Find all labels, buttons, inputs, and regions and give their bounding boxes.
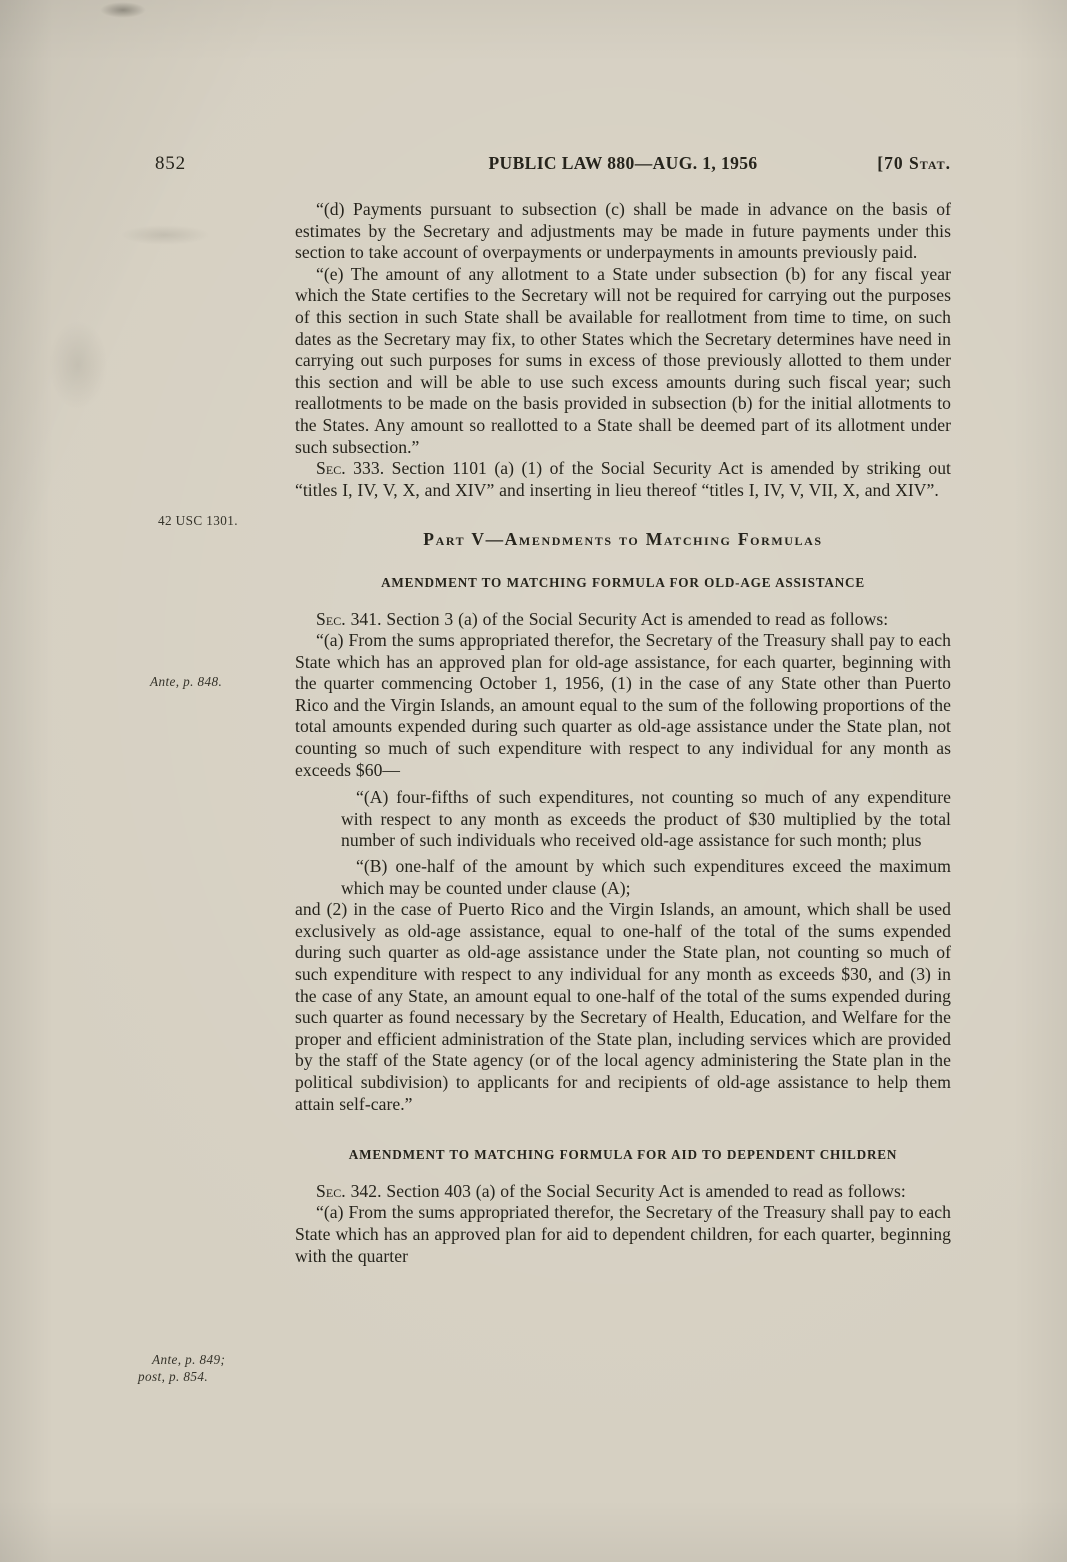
running-head-title: PUBLIC LAW 880—AUG. 1, 1956 [488,153,758,173]
clause-A: “(A) four-fifths of such expenditures, not counting so much of any expenditure with respect to any month as exceeds the product of $30 multiplied by the total number of such individuals who received old-age assistance for such month; plus [341,787,951,851]
scan-artifact [48,320,108,410]
section-333-text: Section 1101 (a) (1) of the Social Security Act is amended by striking out “titles I, IV, V, X, and XIV” and inserting in lieu thereof “titles I, IV, V, VII, X, and XIV”. [295,458,951,500]
scan-artifact [100,2,146,18]
statute-volume-ref: [70 Stat. [877,153,951,173]
section-341-label: Sec. 341. [316,608,382,629]
part-v-heading: Part V—Amendments to Matching Formulas [423,529,823,550]
statute-text-column [295,199,951,1267]
section-341-text: Section 3 (a) of the Social Security Act is amended to read as follows: [386,608,889,629]
section-333-label: Sec. 333. [316,458,385,479]
paragraph-a-old-age: “(a) From the sums appropriated therefor, the Secretary of the Treasury shall pay to each State which has an approved plan for old-age assistance, for each quarter, beginning with the quarter commencing October 1, 1956, (1) in the case of any State other than Puerto Rico and the Virgin Islands, an amount equal to the sum of the following proportions of the total amounts expended during such quarter as old-age assistance under the State plan, not counting so much of such expenditure with respect to any individual for any month as exceeds $60— [295,630,951,780]
subheading-old-age-assistance: AMENDMENT TO MATCHING FORMULA FOR OLD-AGE ASSISTANCE [381,574,865,590]
section-342-label: Sec. 342. [316,1180,382,1201]
margin-note-usc-citation: 42 USC 1301. [158,513,238,528]
paragraph-and-2-3: and (2) in the case of Puerto Rico and the Virgin Islands, an amount, which shall be used exclusively as old-age assistance, equal to one-half of the total of the sums expended during such quarter as old-age assistance under the State plan, not counting so much of such expenditure with respect to any individual for any month as exceeds $30, and (3) in the case of any State, an amount equal to one-half of the total of the sums expended during such quarter as found necessary by the Secretary of Health, Education, and Welfare for the proper and efficient administration of the State plan, including services which are provided by the staff of the State agency (or of the local agency administering the State plan in the political subdivision) to applicants for and recipients of old-age assistance to help them attain self-care.” [295,899,951,1114]
subheading-dependent-children: AMENDMENT TO MATCHING FORMULA FOR AID TO DEPENDENT CHILDREN [348,1147,898,1163]
paragraph-d: “(d) Payments pursuant to subsection (c) shall be made in advance on the basis of estimates by the Secretary and adjustments may be made in future payments under this section to take account of overpayments or underpayments in amounts previously paid. [295,199,951,263]
page-header [155,152,951,178]
section-342-text: Section 403 (a) of the Social Security Act is amended to read as follows: [386,1180,906,1201]
scan-artifact [120,225,210,245]
section-342 [295,1181,951,1203]
section-333 [295,458,951,501]
page-number: 852 [155,153,186,174]
margin-note-line: Ante, p. 849; [152,1352,226,1367]
margin-note-ante-848: Ante, p. 848. [150,674,223,689]
section-341 [295,609,951,631]
paragraph-a-dependent-children: “(a) From the sums appropriated therefor, the Secretary of the Treasury shall pay to each State which has an approved plan for aid to dependent children, for each quarter, beginning with the quarter [295,1202,951,1266]
clause-B: “(B) one-half of the amount by which such expenditures exceed the maximum which may be counted under clause (A); [341,856,951,898]
margin-note-line: post, p. 854. [138,1368,209,1384]
margin-note-ante-849-post-854 [138,1352,225,1385]
paragraph-e: “(e) The amount of any allotment to a State under subsection (b) for any fiscal year which the State certifies to the Secretary will not be required for carrying out the purposes of this section in such State shall be available for reallotment from time to time, on such dates as the Secretary may fix, to other States which the Secretary determines have need in carrying out such purposes for sums in excess of those previously allotted to them under this section and will be able to use such excess amounts during such fiscal year; such reallotments to be made on the basis provided in subsection (b) for the initial allotments to the States. Any amount so reallotted to a State shall be deemed part of its allotment under such subsection.” [295,263,951,457]
